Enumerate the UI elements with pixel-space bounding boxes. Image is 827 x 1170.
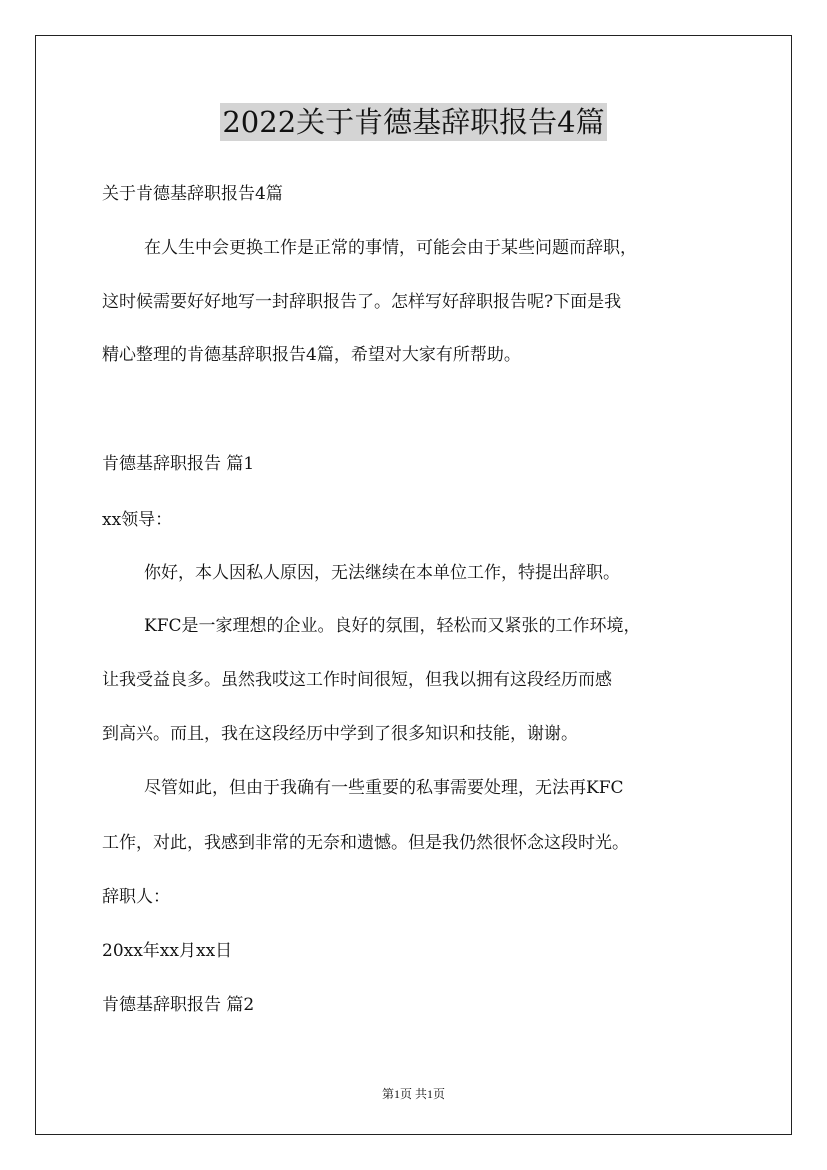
paragraph-line: KFC是一家理想的企业。良好的氛围，轻松而又紧张的工作环境，: [144, 616, 641, 636]
title-container: [0, 103, 827, 141]
document-title: 2022关于肯德基辞职报告4篇: [222, 105, 605, 139]
paragraph-line: 让我受益良多。虽然我哎这工作时间很短，但我以拥有这段经历而感: [102, 670, 612, 690]
date-line: 20xx年xx月xx日: [102, 941, 233, 961]
paragraph-line: 这时候需要好好地写一封辞职报告了。怎样写好辞职报告呢?下面是我: [102, 292, 622, 312]
paragraph-line: 你好，本人因私人原因，无法继续在本单位工作，特提出辞职。: [144, 563, 620, 583]
paragraph-line: 在人生中会更换工作是正常的事情，可能会由于某些问题而辞职，: [144, 238, 637, 258]
paragraph-line: 工作，对此，我感到非常的无奈和遗憾。但是我仍然很怀念这段时光。: [102, 833, 629, 853]
signature-label: 辞职人：: [102, 887, 170, 907]
subtitle-line: 关于肯德基辞职报告4篇: [102, 184, 283, 204]
salutation-line: xx领导：: [102, 510, 173, 530]
paragraph-line: 到高兴。而且，我在这段经历中学到了很多知识和技能，谢谢。: [102, 724, 578, 744]
paragraph-line: 精心整理的肯德基辞职报告4篇，希望对大家有所帮助。: [102, 345, 521, 365]
section-heading: 肯德基辞职报告 篇2: [102, 995, 255, 1015]
paragraph-line: 尽管如此，但由于我确有一些重要的私事需要处理，无法再KFC: [144, 778, 624, 798]
page-footer: 第1页 共1页: [381, 1087, 445, 1101]
section-heading: 肯德基辞职报告 篇1: [102, 454, 255, 474]
